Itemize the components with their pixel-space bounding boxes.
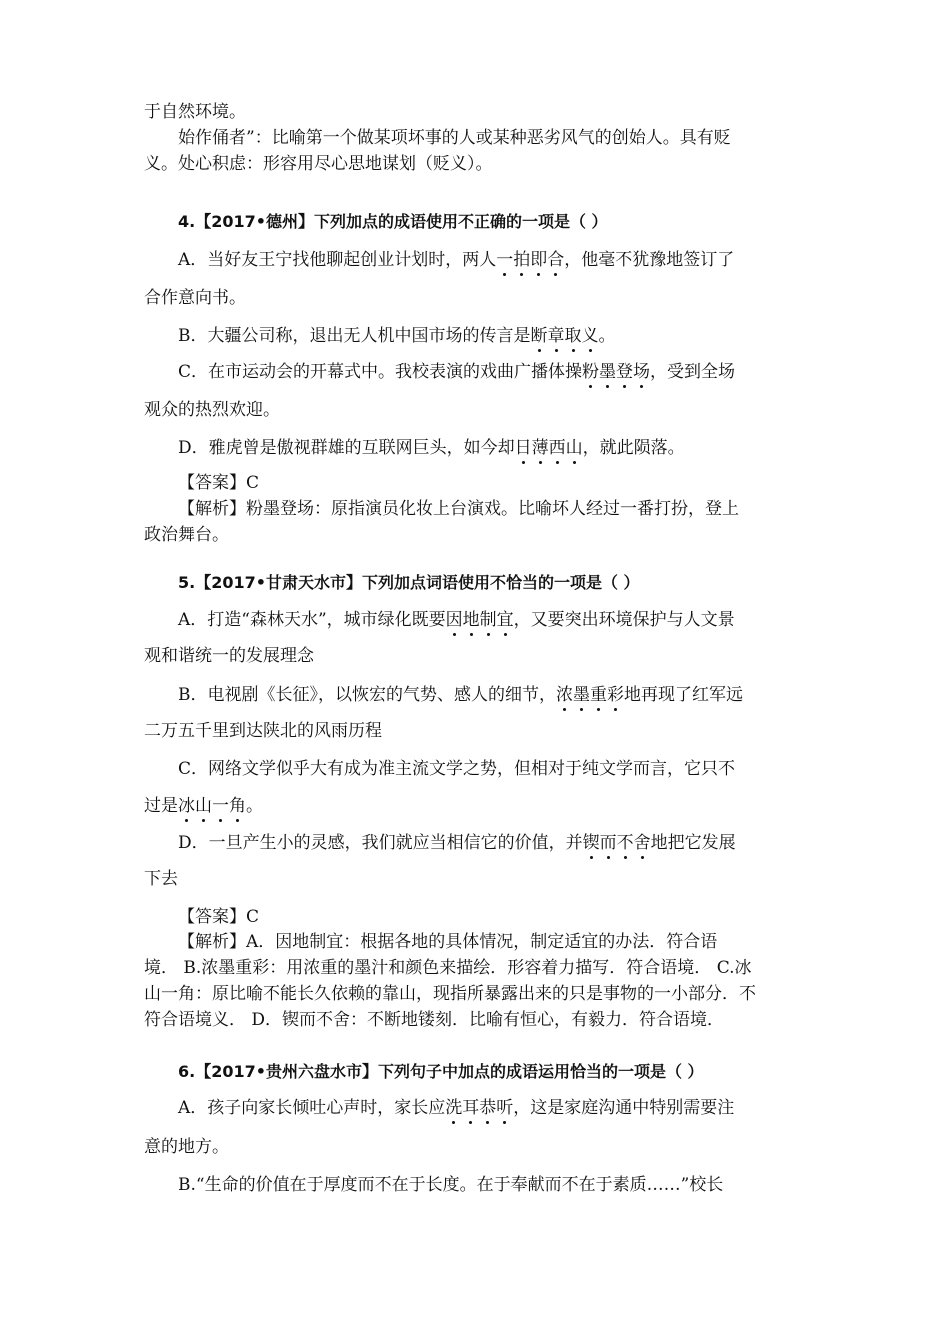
q4-a-dotted — [496, 250, 564, 270]
q4-option-c-cont: 观众的热烈欢迎。 — [144, 400, 280, 420]
q6-option-a-cont: 意的地方。 — [144, 1137, 229, 1157]
emphasis-char: 粉 — [582, 359, 599, 385]
q4-b-post: 。 — [598, 326, 616, 346]
q5-title: 5.【2017•甘肃天水市】下列加点词语使用不恰当的一项是（ ） — [178, 573, 640, 592]
emphasis-char: 一 — [212, 793, 229, 819]
emphasis-char: 即 — [530, 247, 547, 273]
q4-a-pre: A．当好友王宁找他聊起创业计划时，两人 — [178, 250, 497, 270]
emphasis-char: 西 — [549, 435, 566, 461]
emphasis-char: 断 — [531, 323, 548, 349]
q5-option-a-cont: 观和谐统一的发展理念 — [144, 646, 314, 666]
q5-analysis-3: 山一角：原比喻不能长久依赖的靠山，现指所暴露出来的只是事物的一小部分．不 — [144, 984, 756, 1004]
q6-title: 6.【2017•贵州六盘水市】下列句子中加点的成语运用恰当的一项是（ ） — [178, 1062, 704, 1081]
emphasis-char: 义 — [582, 323, 599, 349]
q4-a-post: ，他毫不犹豫地签订了 — [564, 250, 735, 270]
emphasis-char: 地 — [463, 607, 480, 633]
q5-b-post: 地再现了红军远 — [624, 685, 743, 705]
q4-option-b — [178, 323, 616, 349]
emphasis-char: 薄 — [532, 435, 549, 461]
q5-d-post: 地把它发展 — [650, 833, 736, 853]
emphasis-char: 听 — [496, 1095, 513, 1121]
q4-d-dotted — [515, 438, 583, 458]
emphasis-char: 锲 — [583, 830, 600, 856]
q5-option-b — [178, 682, 743, 708]
emphasis-char: 山 — [566, 435, 583, 461]
emphasis-char: 合 — [547, 247, 564, 273]
q4-analysis-1: 【解析】粉墨登场：原指演员化妆上台演戏。比喻坏人经过一番打扮，登上 — [178, 499, 739, 519]
q5-option-c-cont — [144, 793, 263, 819]
q4-option-a — [178, 247, 734, 273]
q5-analysis-2: 境． B.浓墨重彩：用浓重的墨汁和颜色来描绘．形容着力描写．符合语境． C.冰 — [144, 958, 752, 978]
q5-a-pre: A．打造“森林天水”，城市绿化既要 — [178, 610, 446, 630]
q5-option-c: C．网络文学似乎大有成为准主流文学之势，但相对于纯文学而言，它只不 — [178, 759, 736, 779]
emphasis-char: 耳 — [462, 1095, 479, 1121]
emphasis-char: 拍 — [513, 247, 530, 273]
q6-a-dotted — [445, 1098, 513, 1118]
q5-c-dotted — [178, 796, 246, 816]
emphasis-char: 章 — [548, 323, 565, 349]
q6-option-b: B.“生命的价值在于厚度而不在于长度。在于奉献而不在于素质……”校长 — [178, 1175, 724, 1195]
q4-answer: 【答案】C — [178, 473, 260, 493]
q5-option-d-cont: 下去 — [144, 869, 178, 889]
emphasis-char: 登 — [616, 359, 633, 385]
emphasis-char: 彩 — [607, 682, 624, 708]
q6-a-post: ，这是家庭沟通中特别需要注 — [513, 1098, 735, 1118]
emphasis-char: 墨 — [599, 359, 616, 385]
emphasis-char: 一 — [496, 247, 513, 273]
q5-option-d — [178, 830, 736, 856]
q5-a-post: ，又要突出环境保护与人文景 — [513, 610, 735, 630]
q4-d-post: ，就此陨落。 — [582, 438, 685, 458]
q5-a-dotted — [446, 610, 514, 630]
q4-option-d — [178, 435, 685, 461]
q5-analysis-4: 符合语境义． D．锲而不舍：不断地镂刻．比喻有恒心，有毅力．符合语境． — [144, 1010, 725, 1030]
q5-b-dotted — [556, 685, 624, 705]
q5-c-pre: 过是 — [144, 796, 178, 816]
q4-c-dotted — [582, 362, 650, 382]
emphasis-char: 角 — [229, 793, 246, 819]
emphasis-char: 恭 — [479, 1095, 496, 1121]
q4-analysis-2: 政治舞台。 — [144, 525, 229, 545]
emphasis-char: 因 — [446, 607, 463, 633]
emphasis-char: 取 — [565, 323, 582, 349]
emphasis-char: 山 — [195, 793, 212, 819]
emphasis-char: 冰 — [178, 793, 195, 819]
intro-line-1: 于自然环境。 — [144, 102, 246, 122]
emphasis-char: 而 — [600, 830, 617, 856]
emphasis-char: 墨 — [573, 682, 590, 708]
emphasis-char: 浓 — [556, 682, 573, 708]
emphasis-char: 洗 — [445, 1095, 462, 1121]
q5-d-dotted — [583, 833, 651, 853]
emphasis-char: 制 — [480, 607, 497, 633]
q4-c-post: ，受到全场 — [650, 362, 736, 382]
emphasis-char: 场 — [633, 359, 650, 385]
q5-c-post: 。 — [246, 796, 263, 816]
q5-option-b-cont: 二万五千里到达陕北的风雨历程 — [144, 721, 382, 741]
emphasis-char: 不 — [617, 830, 634, 856]
q5-d-pre: D．一旦产生小的灵感，我们就应当相信它的价值，并 — [178, 833, 583, 853]
emphasis-char: 舍 — [634, 830, 651, 856]
q4-b-dotted — [531, 326, 599, 346]
q4-option-c — [178, 359, 735, 385]
q5-analysis-1: 【解析】A．因地制宜：根据各地的具体情况，制定适宜的办法．符合语 — [178, 932, 718, 952]
q6-a-pre: A．孩子向家长倾吐心声时，家长应 — [178, 1098, 446, 1118]
q4-option-a-cont: 合作意向书。 — [144, 288, 246, 308]
emphasis-char: 重 — [590, 682, 607, 708]
intro-line-2: 始作俑者”：比喻第一个做某项坏事的人或某种恶劣风气的创始人。具有贬 — [178, 128, 731, 148]
q4-d-pre: D．雅虎曾是傲视群雄的互联网巨头，如今却 — [178, 438, 515, 458]
q5-option-a — [178, 607, 735, 633]
q4-title: 4.【2017•德州】下列加点的成语使用不正确的一项是（ ） — [178, 212, 608, 231]
q5-b-pre: B．电视剧《长征》，以恢宏的气势、感人的细节， — [178, 685, 556, 705]
q4-b-pre: B．大疆公司称，退出无人机中国市场的传言是 — [178, 326, 531, 346]
emphasis-char: 宜 — [497, 607, 514, 633]
q4-c-pre: C．在市运动会的开幕式中。我校表演的戏曲广播体操 — [178, 362, 583, 382]
intro-line-3: 义。处心积虑：形容用尽心思地谋划（贬义）。 — [144, 154, 493, 174]
q5-answer: 【答案】C — [178, 907, 260, 927]
q6-option-a — [178, 1095, 734, 1121]
emphasis-char: 日 — [515, 435, 532, 461]
